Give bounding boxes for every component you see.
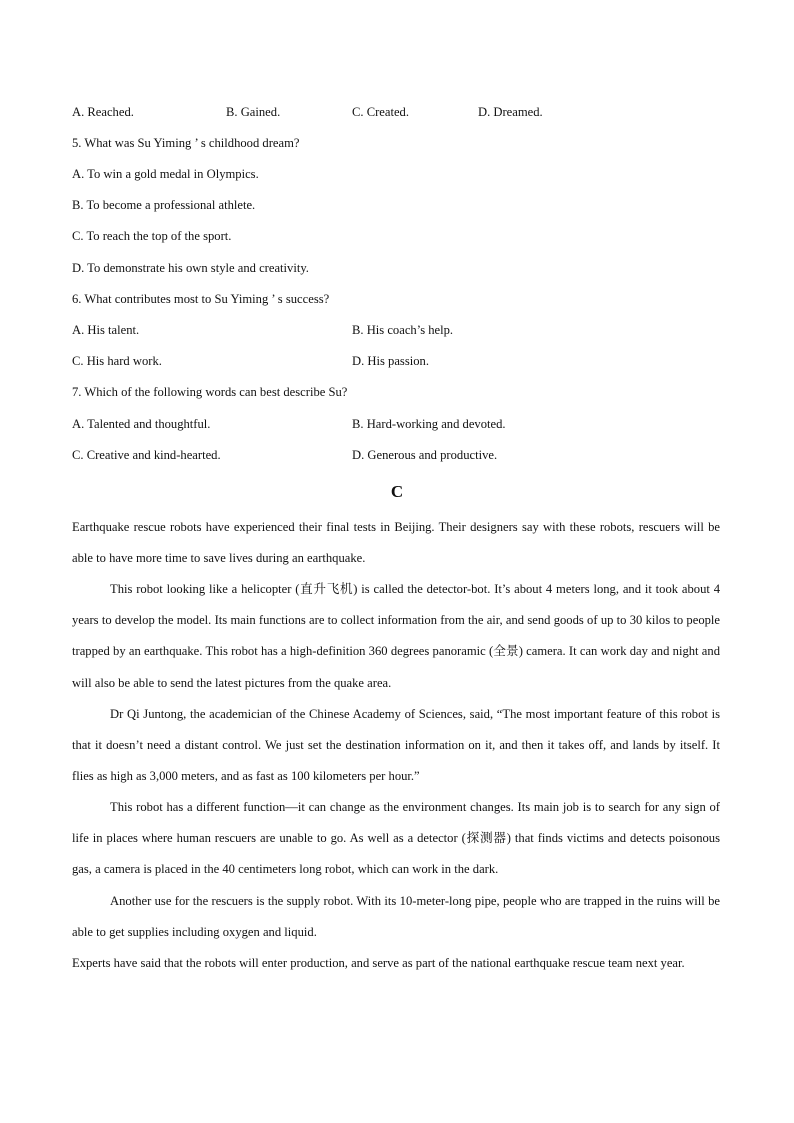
q6-option-a: A. His talent. [72,323,140,337]
passage-paragraph-1: Earthquake rescue robots have experienced their final tests in Beijing. Their designers say with these robots, rescuers will be able to have more time to save lives during an earthquake. [72,520,720,566]
q4-option-a: A. Reached. [72,105,134,119]
q5-option-d: D. To demonstrate his own style and creativity. [72,261,309,275]
q6-option-d: D. His passion. [352,354,429,368]
q4-option-c: C. Created. [352,105,410,119]
q7-option-c: C. Creative and kind-hearted. [72,448,221,462]
q4-option-b: B. Gained. [226,105,281,119]
q6-option-c: C. His hard work. [72,354,162,368]
q7-option-a: A. Talented and thoughtful. [72,417,211,431]
q7-option-b: B. Hard-working and devoted. [352,417,506,431]
q5-option-c: C. To reach the top of the sport. [72,229,232,243]
passage-paragraph-4: This robot has a different function—it can change as the environment changes. Its main job is to search for any sign of life in places where human rescuers are unable to go. As well as a detector (探测器) that finds victims and detects poisonous gas, a camera is placed in the 40 centimeters long robot, which can work in the dark. [72,800,720,877]
q7-stem: 7. Which of the following words can best describe Su? [72,385,348,399]
passage-paragraph-3: Dr Qi Juntong, the academician of the Chinese Academy of Sciences, said, “The most important feature of this robot is that it doesn’t need a distant control. We just set the destination information on it, and then it takes off, and lands by itself. It flies as high as 3,000 meters, and as fast as 100 kilometers per hour.” [72,707,720,784]
passage-heading: C [390,482,404,501]
q4-option-d: D. Dreamed. [478,105,543,119]
q5-option-b: B. To become a professional athlete. [72,198,256,212]
q6-option-b: B. His coach’s help. [352,323,454,337]
q5-stem: 5. What was Su Yiming ’ s childhood dream? [72,136,300,150]
q5-option-a: A. To win a gold medal in Olympics. [72,167,259,181]
passage-paragraph-2: This robot looking like a helicopter (直升飞机) is called the detector-bot. It’s about 4 meters long, and it took about 4 years to develop the model. Its main functions are to collect information from the air, and send goods of up to 30 kilos to people trapped by an earthquake. This robot has a high-definition 360 degrees panoramic (全景) camera. It can work day and night and will also be able to send the latest pictures from the quake area. [72,582,720,690]
q7-option-d: D. Generous and productive. [352,448,498,462]
passage-paragraph-5: Another use for the rescuers is the supply robot. With its 10-meter-long pipe, people who are trapped in the ruins will be able to get supplies including oxygen and liquid. [72,894,720,940]
q6-stem: 6. What contributes most to Su Yiming ’ s success? [72,292,330,306]
passage-paragraph-6: Experts have said that the robots will enter production, and serve as part of the national earthquake rescue team next year. [72,956,685,970]
